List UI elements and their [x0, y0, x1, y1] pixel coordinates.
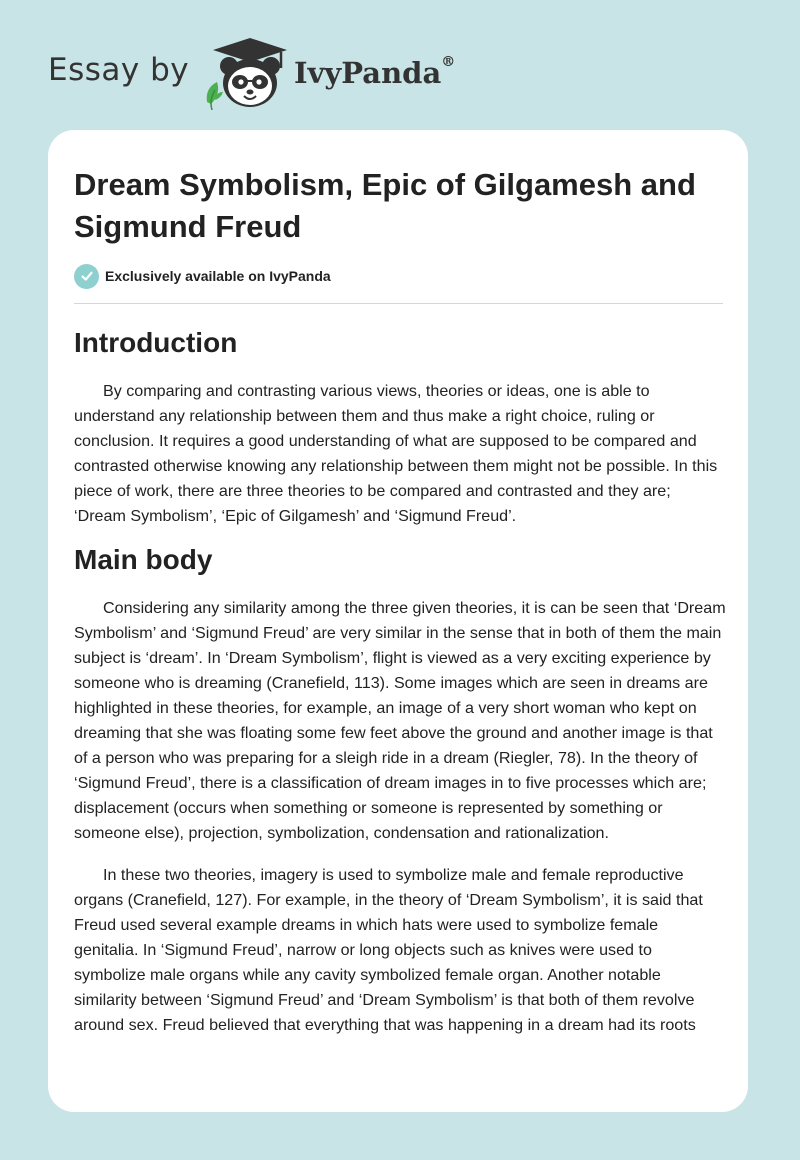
section-heading-introduction: Introduction [74, 327, 238, 358]
exclusive-badge [74, 263, 331, 289]
essay-by-label: Essay by [48, 52, 190, 88]
section-heading-main-body: Main body [74, 544, 213, 575]
paragraph: By comparing and contrasting various views, theories or ideas, one is able to understand any relationship between them and thus make a right choice, ruling or conclusion. It requires a good understanding of what are supposed to be compared and contrasted otherwise knowing any relationship between them might not be possible. In this piece of work, there are three theories to be compared and contrasted and they are; ‘Dream Symbolism’, ‘Epic of Gilgamesh’ and ‘Sigmund Freud’. [74, 382, 718, 525]
paragraph: In these two theories, imagery is used to symbolize male and female reproductive organs (Cranefield, 127). For example, in the theory of ‘Dream Symbolism’, it is said that Freud used several example dreams in which hats were used to symbolize female genitalia. In ‘Sigmund Freud’, narrow or long objects such as knives were used to symbolize male organs while any cavity symbolized female organ. Another notable similarity between ‘Sigmund Freud’ and ‘Dream Symbolism’ is that both of them revolve around sex. Freud believed that everything that was happening in a dream had its roots [74, 866, 703, 1034]
badge-label: Exclusively available on IvyPanda [105, 268, 331, 284]
essay-card [48, 130, 748, 1112]
site-header [48, 34, 548, 110]
essay-body [74, 321, 726, 1038]
registered-mark: ® [441, 54, 456, 70]
panda-logo-icon[interactable] [203, 36, 293, 110]
title-divider [74, 303, 723, 304]
page-title: Dream Symbolism, Epic of Gilgamesh and Sigmund Freud [74, 167, 696, 244]
check-circle-icon [74, 264, 99, 289]
paragraph: Considering any similarity among the three given theories, it is can be seen that ‘Dream Symbolism’ and ‘Sigmund Freud’ are very similar in the sense that in both of them the main subject is ‘dream’. In ‘Dream Symbolism’, flight is viewed as a very exciting experience by someone who is dreaming (Cranefield, 113). Some images which are seen in dreams are highlighted in these theories, for example, an image of a very short woman who kept on dreaming that she was floating some few feet above the ground and another image is that of a person who was preparing for a sleigh ride in a dream (Riegler, 78). In the theory of ‘Sigmund Freud’, there is a classification of dream images in to five processes which are; displacement (occurs when something or someone is represented by something or someone else), projection, symbolization, condensation and rationalization. [74, 599, 726, 842]
ivypanda-brand[interactable] [294, 56, 455, 90]
brand-name: IvyPanda [294, 56, 442, 90]
